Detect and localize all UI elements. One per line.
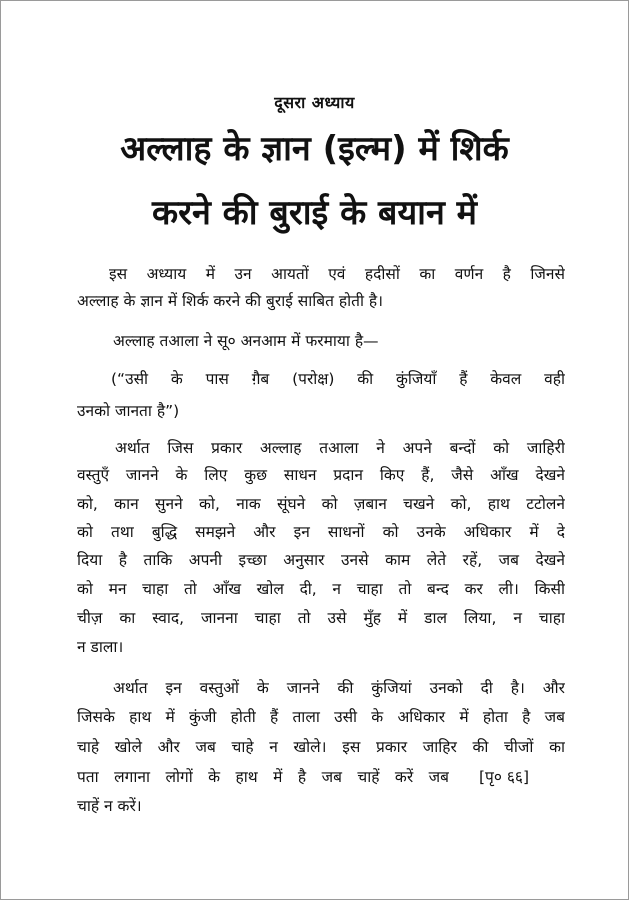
para1-line-2: वस्तुएँ जानने के लिए कुछ साधन प्रदान किए हैं, जैसे आँख देखने xyxy=(77,466,565,484)
quote-line-1: (“उसी के पास गै़ब (परोक्ष) की कुंजियाँ हैं केवल वही xyxy=(111,370,565,388)
quote-line-2: उनको जानता है”) xyxy=(77,402,180,420)
chapter-title-line-2: करने की बुराई के बयान में xyxy=(151,193,478,233)
para2-line-4: पता लगाना लोगों के हाथ में है जब चाहें करें जब xyxy=(77,768,449,786)
para1-line-3: को, कान सुनने को, नाक सूंघने को ज़बान चखने को, हाथ टटोलने xyxy=(77,495,565,513)
page-reference: [पृ० ६६] xyxy=(479,768,530,786)
para1-line-5: दिया है ताकि अपनी इच्छा अनुसार उनसे काम लेते रहें, जब देखने xyxy=(77,551,565,569)
chapter-title-line-1: अल्लाह के ज्ञान (इल्म) में शिर्क xyxy=(120,129,509,169)
para2-line-5: चाहें न करें। xyxy=(77,797,142,815)
para1-line-1: अर्थात जिस प्रकार अल्लाह तआला ने अपने बन्दों को जाहिरी xyxy=(115,439,565,457)
chapter-label: दूसरा अध्याय xyxy=(274,93,355,112)
para2-line-1: अर्थात इन वस्तुओं के जानने की कुंजियां उनको दी है। और xyxy=(113,679,565,697)
quote-intro: अल्लाह तआला ने सू० अनआम में फरमाया है— xyxy=(113,332,379,350)
para1-line-4: को तथा बुद्धि समझने और इन साधनों को उनके अधिकार में दे xyxy=(77,523,565,541)
para1-line-6: को मन चाहा तो आँख खोल दी, न चाहा तो बन्द कर ली। किसी xyxy=(77,580,565,598)
intro-line-1: इस अध्याय में उन आयतों एवं हदीसों का वर्णन है जिनसे xyxy=(109,265,565,283)
para2-line-3: चाहे खोले और जब चाहे न खोले। इस प्रकार जाहिर की चीजों का xyxy=(77,738,565,756)
para1-line-7: चीज़ का स्वाद, जानना चाहा तो उसे मुँह में डाल लिया, न चाहा xyxy=(77,609,565,627)
para1-line-8: न डाला। xyxy=(77,638,124,656)
intro-line-2: अल्लाह के ज्ञान में शिर्क करने की बुराई साबित होती है। xyxy=(77,292,384,310)
para2-line-2: जिसके हाथ में कुंजी होती हैं ताला उसी के अधिकार में होता है जब xyxy=(77,708,565,726)
